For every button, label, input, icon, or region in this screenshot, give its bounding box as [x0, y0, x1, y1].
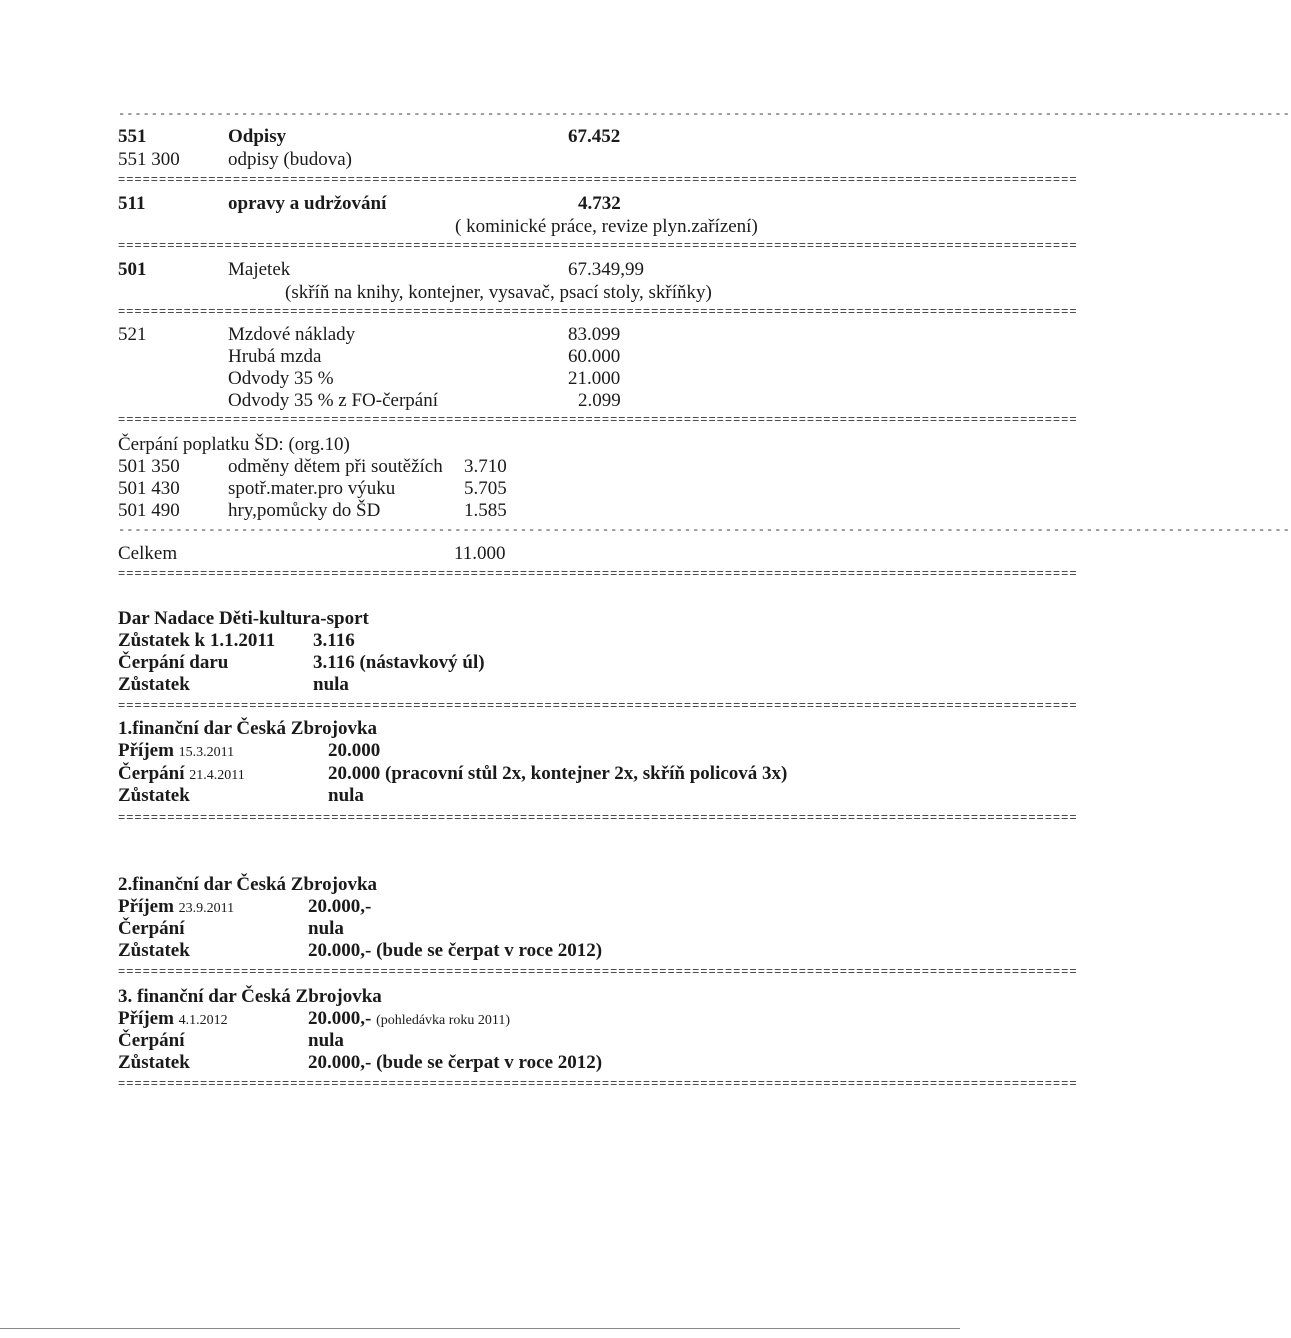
fin2-zustatek-value: 20.000,- (bude se čerpat v roce 2012): [308, 940, 603, 961]
majetek-amount: 67.349,99: [568, 259, 644, 280]
fin3-zustatek-value: 20.000,- (bude se čerpat v roce 2012): [308, 1052, 603, 1073]
fin1-title: 1.finanční dar Česká Zbrojovka: [118, 718, 378, 739]
fin3-prijem-label: Příjem: [118, 1008, 174, 1029]
sd-row-code: 501 350: [118, 456, 180, 477]
mzdy-row-label: Odvody 35 % z FO-čerpání: [228, 390, 439, 411]
opravy-code: 511: [118, 193, 146, 214]
opravy-note: ( kominické práce, revize plyn.zařízení): [455, 216, 758, 237]
fin2-title: 2.finanční dar Česká Zbrojovka: [118, 874, 378, 895]
fin3-cerpani-value: nula: [308, 1030, 344, 1051]
fin3-prijem: [118, 1008, 228, 1032]
sd-row-amount: 1.585: [464, 500, 507, 521]
separator-double: =====================================================================================================================: [118, 239, 1078, 253]
fin3-prijem-note: (pohledávka roku 2011): [376, 1013, 511, 1028]
mzdy-row-amount: 2.099: [578, 390, 621, 411]
mzdy-amount: 83.099: [568, 324, 621, 345]
fin1-prijem: [118, 740, 234, 764]
fin1-prijem-value: 20.000: [328, 740, 381, 761]
separator-double: =====================================================================================================================: [118, 567, 1078, 581]
dar-row-value: nula: [313, 674, 349, 695]
separator-dashed: -----------------------------------------------------------------------------------------------------------------------------------------------: [118, 523, 1291, 537]
majetek-title: Majetek: [228, 259, 291, 280]
dar-row-label: Zůstatek: [118, 674, 190, 695]
fin3-zustatek-label: Zůstatek: [118, 1052, 190, 1073]
fin1-prijem-label: Příjem: [118, 740, 174, 761]
sd-row-amount: 5.705: [464, 478, 507, 499]
sd-row-amount: 3.710: [464, 456, 507, 477]
fin2-prijem-label: Příjem: [118, 896, 174, 917]
odpisy-sub-label: odpisy (budova): [228, 149, 353, 170]
sd-total-amount: 11.000: [454, 543, 506, 564]
dar-row-label: Zůstatek k 1.1.2011: [118, 630, 276, 651]
separator-double: =====================================================================================================================: [118, 811, 1078, 825]
majetek-code: 501: [118, 259, 147, 280]
odpisy-title: Odpisy: [228, 126, 287, 147]
dar-title: Dar Nadace Děti-kultura-sport: [118, 608, 369, 629]
fin3-prijem-amount: [308, 1008, 510, 1032]
sd-row-code: 501 430: [118, 478, 180, 499]
mzdy-row-amount: 21.000: [568, 368, 621, 389]
opravy-title: opravy a udržování: [228, 193, 387, 214]
odpisy-code: 551: [118, 126, 147, 147]
sd-row-label: odměny dětem při soutěžích: [228, 456, 443, 477]
opravy-amount: 4.732: [578, 193, 621, 214]
separator-double: =====================================================================================================================: [118, 413, 1078, 427]
fin1-zustatek-label: Zůstatek: [118, 785, 190, 806]
fin1-prijem-date: 15.3.2011: [178, 745, 235, 760]
mzdy-code: 521: [118, 324, 147, 345]
separator-double: =====================================================================================================================: [118, 699, 1078, 713]
dar-row-value: 3.116 (nástavkový úl): [313, 652, 485, 673]
fin3-prijem-value: 20.000,-: [308, 1008, 372, 1029]
fin1-cerpani-value: 20.000 (pracovní stůl 2x, kontejner 2x, skříň policová 3x): [328, 763, 788, 784]
fin2-prijem-date: 23.9.2011: [178, 901, 235, 916]
fin1-zustatek-value: nula: [328, 785, 364, 806]
separator-double: =====================================================================================================================: [118, 1077, 1078, 1091]
majetek-note: (skříň na knihy, kontejner, vysavač, psací stoly, skříňky): [285, 282, 712, 303]
separator-double: =====================================================================================================================: [118, 965, 1078, 979]
mzdy-row-label: Hrubá mzda: [228, 346, 322, 367]
fin2-cerpani-value: nula: [308, 918, 344, 939]
sd-title: Čerpání poplatku ŠD: (org.10): [118, 434, 350, 455]
separator-dashed: -----------------------------------------------------------------------------------------------------------------------------------------------: [118, 107, 1291, 121]
fin2-cerpani-label: Čerpání: [118, 918, 185, 939]
separator-double: =====================================================================================================================: [118, 305, 1078, 319]
fin2-prijem-value: 20.000,-: [308, 896, 372, 917]
sd-row-label: spotř.mater.pro výuku: [228, 478, 396, 499]
fin3-title: 3. finanční dar Česká Zbrojovka: [118, 986, 382, 1007]
mzdy-row-amount: 60.000: [568, 346, 621, 367]
scan-edge-line: [0, 1328, 960, 1329]
sd-total-label: Celkem: [118, 543, 178, 564]
odpisy-amount: 67.452: [568, 126, 621, 147]
sd-row-code: 501 490: [118, 500, 180, 521]
odpisy-sub-code: 551 300: [118, 149, 180, 170]
fin3-cerpani-label: Čerpání: [118, 1030, 185, 1051]
mzdy-row-label: Odvody 35 %: [228, 368, 334, 389]
sd-row-label: hry,pomůcky do ŠD: [228, 500, 381, 521]
fin1-cerpani: [118, 763, 245, 787]
fin2-prijem: [118, 896, 234, 920]
dar-row-value: 3.116: [313, 630, 355, 651]
fin3-prijem-date: 4.1.2012: [178, 1013, 228, 1028]
fin2-zustatek-label: Zůstatek: [118, 940, 190, 961]
dar-row-label: Čerpání daru: [118, 652, 229, 673]
fin1-cerpani-label: Čerpání: [118, 763, 185, 784]
fin1-cerpani-date: 21.4.2011: [189, 768, 245, 783]
mzdy-title: Mzdové náklady: [228, 324, 356, 345]
separator-double: =====================================================================================================================: [118, 173, 1078, 187]
